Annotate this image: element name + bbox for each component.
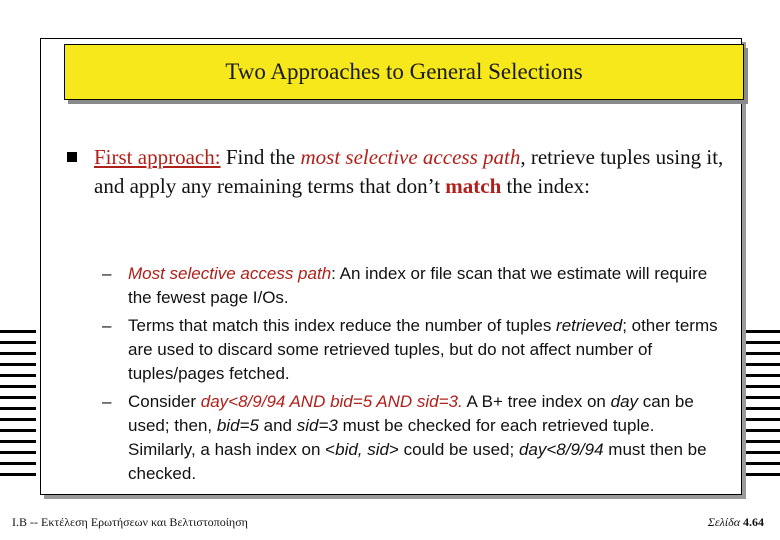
emphasis-most-selective: most selective access path [300,145,521,169]
decorative-stripes-right [744,330,780,480]
sub-text: A B+ tree index on [462,392,611,411]
sub-text: : An index or file scan that we estimate will require the fewest page I/Os. [128,264,708,307]
sub-text: Consider [128,392,201,411]
sub-text: must then be checked. [128,440,707,483]
bullet-square-icon [67,152,77,162]
title-banner [64,44,744,100]
emphasis-bid-sid: bid, sid [335,440,389,459]
emphasis-day-condition: day<8/9/94 [518,440,604,459]
dash-marker: – [102,392,112,411]
sub-text: Terms that match this index reduce the number of tuples [128,316,557,335]
sub-text: must be checked for each retrieved tuple. Similarly, a hash index on < [128,416,655,459]
footer-page-label: Σελίδα [707,515,740,529]
emphasis-access-path: Most selective access path [128,264,332,283]
decorative-stripes-left [0,330,36,480]
sub-bullet-2 [102,314,722,386]
slide-title: Two Approaches to General Selections [225,59,583,84]
emphasis-match: match [445,174,502,198]
first-approach-label: First approach: [94,145,221,169]
emphasis-condition: day<8/9/94 AND bid=5 AND sid=3. [200,392,463,411]
footer-page-value: 4.64 [743,515,764,529]
sub-text: ; other terms are used to discard some retrieved tuples, but do not affect number of tuples/pages fetched. [128,316,718,383]
dash-marker: – [102,264,112,283]
footer-course-title: I.B -- Εκτέλεση Ερωτήσεων και Βελτιστοποίηση [12,515,248,529]
dash-marker: – [102,316,112,335]
sub-bullet-3 [102,390,722,486]
bullet-text-part: the index: [501,174,590,198]
sub-text: > could be used; [388,440,519,459]
sub-text: can be used; then, [128,392,694,435]
emphasis-sid: sid=3 [296,416,338,435]
emphasis-bid: bid=5 [216,416,259,435]
emphasis-day: day [610,392,639,411]
sub-text: and [258,416,297,435]
footer-page-number [708,515,764,530]
bullet-text-part: Find the [220,145,301,169]
sub-bullet-1 [102,262,722,310]
emphasis-retrieved: retrieved [556,316,623,335]
main-bullet-text [94,143,734,201]
bullet-text-part: , retrieve tuples using it, and apply any remaining terms that don’t [94,145,724,198]
